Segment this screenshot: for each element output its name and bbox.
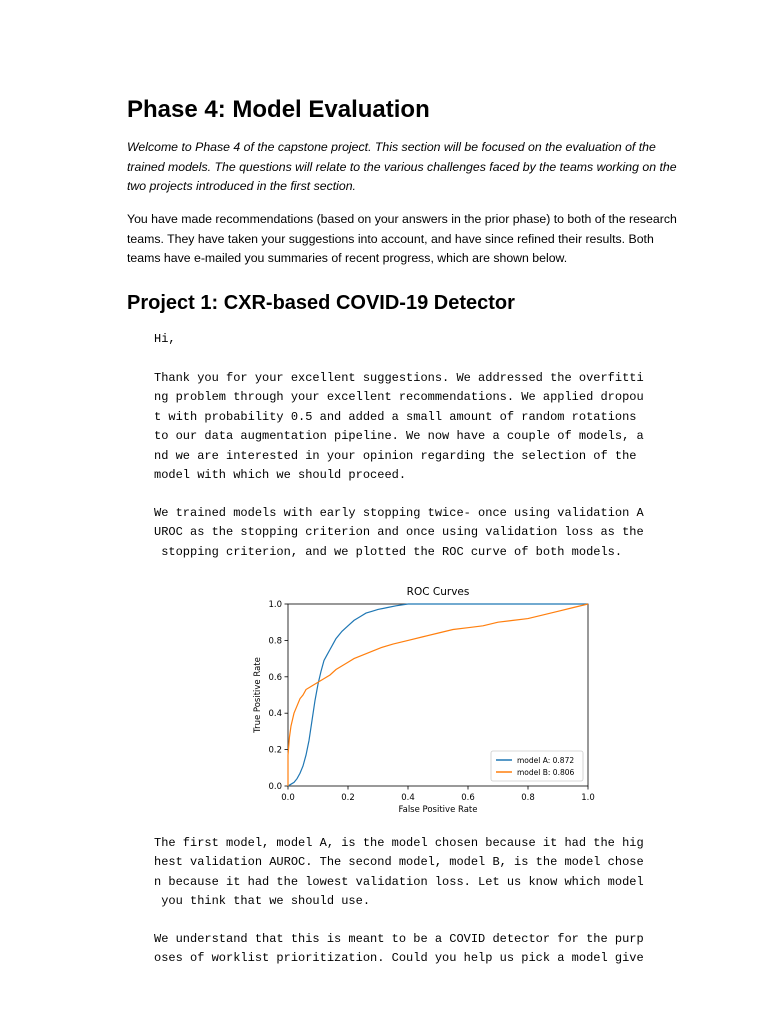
x-tick-label: 0.6 xyxy=(461,793,475,803)
y-tick-label: 1.0 xyxy=(268,600,282,610)
intro-line: trained models. The questions will relate to the various challenges faced by the teams working on the xyxy=(127,159,677,174)
y-tick-label: 0.8 xyxy=(268,636,282,647)
y-axis-label: True Positive Rate xyxy=(253,657,263,733)
email-line: Hi, xyxy=(154,332,176,346)
email-line: stopping criterion, and we plotted the ROC curve of both models. xyxy=(154,544,623,559)
x-tick-label: 0.8 xyxy=(521,793,535,803)
project1-heading: Project 1: CXR-based COVID-19 Detector xyxy=(127,292,515,314)
y-tick-label: 0.4 xyxy=(268,709,282,720)
legend-label: model A: 0.872 xyxy=(517,756,575,765)
email-line: The first model, model A, is the model chosen because it had the hig xyxy=(154,836,644,850)
email-line: oses of worklist prioritization. Could you help us pick a model give xyxy=(154,951,644,966)
email-line: We trained models with early stopping twice- once using validation A xyxy=(154,506,644,520)
recommendation-paragraph xyxy=(127,210,727,269)
x-tick-label: 0.2 xyxy=(341,793,355,803)
email-line: you think that we should use. xyxy=(154,894,371,909)
email-line: to our data augmentation pipeline. We now have a couple of models, a xyxy=(154,429,644,444)
y-tick-label: 0.6 xyxy=(268,672,282,683)
legend-label: model B: 0.806 xyxy=(517,768,575,777)
email-paragraph-1 xyxy=(154,369,644,485)
email-line: model with which we should proceed. xyxy=(154,468,407,483)
recommendation-line: teams. They have taken your suggestions into account, and have since refined their results. Both xyxy=(127,231,654,246)
email-line: We understand that this is meant to be a COVID detector for the purp xyxy=(154,932,644,946)
email-line: t with probability 0.5 and added a small amount of random rotations xyxy=(154,409,637,424)
email-line: Thank you for your excellent suggestions. We addressed the overfitti xyxy=(154,371,644,385)
email-paragraph-2 xyxy=(154,504,644,562)
roc-chart xyxy=(252,576,598,816)
email-paragraph-3 xyxy=(154,834,644,912)
y-tick-label: 0.0 xyxy=(268,782,282,792)
email-line: ng problem through your excellent recommendations. We applied dropou xyxy=(154,390,644,405)
chart-title: ROC Curves xyxy=(406,586,470,598)
y-tick-label: 0.2 xyxy=(268,745,282,756)
email-line: hest validation AUROC. The second model, model B, is the model chose xyxy=(154,855,644,870)
email-line: UROC as the stopping criterion and once using validation loss as the xyxy=(154,525,644,540)
intro-line: two projects introduced in the first section. xyxy=(127,179,356,193)
recommendation-line: teams have e-mailed you summaries of recent progress, which are shown below. xyxy=(127,251,568,265)
intro-line: Welcome to Phase 4 of the capstone project. This section will be focused on the evaluation of the xyxy=(127,140,656,154)
email-greeting xyxy=(154,330,176,349)
page-title: Phase 4: Model Evaluation xyxy=(127,96,430,123)
x-axis-label: False Positive Rate xyxy=(398,805,478,815)
x-tick-label: 0.4 xyxy=(401,793,415,803)
recommendation-line: You have made recommendations (based on your answers in the prior phase) to both of the research xyxy=(127,212,677,226)
email-line: nd we are interested in your opinion regarding the selection of the xyxy=(154,448,637,463)
x-tick-label: 1.0 xyxy=(581,793,595,803)
x-tick-label: 0.0 xyxy=(281,793,295,803)
intro-paragraph xyxy=(127,138,727,197)
email-paragraph-4 xyxy=(154,930,644,969)
email-line: n because it had the lowest validation loss. Let us know which model xyxy=(154,874,644,889)
